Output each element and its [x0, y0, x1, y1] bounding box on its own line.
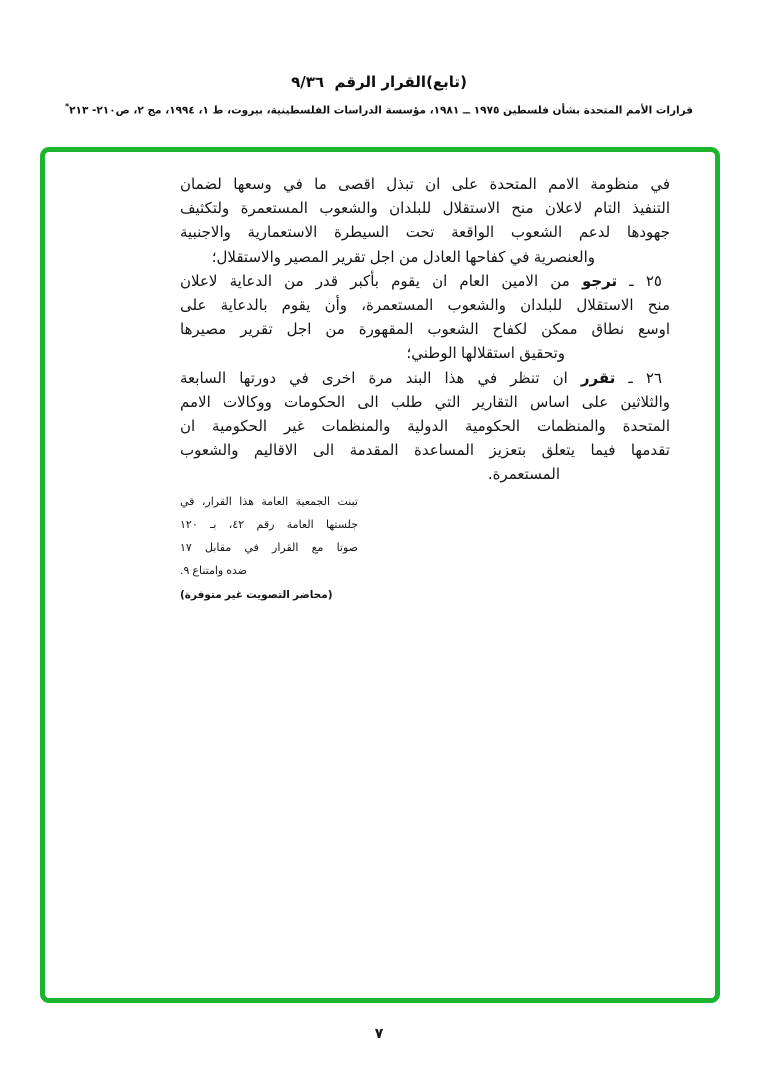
- text-line: منح الاستقلال للبلدان والشعوب المستعمرة، وأن يقوم بالدعاية على: [180, 295, 670, 314]
- text-line: ٢٦ ـ تقرر ان تنظر في هذا البند مرة اخرى في دورتها السابعة: [180, 368, 662, 387]
- text-line: تقدمها فيما يتعلق بتعزيز المساعدة المقدمة الى الاقاليم والشعوب: [180, 441, 670, 460]
- document-border-box: [40, 147, 720, 1003]
- adoption-note-line: تبنت الجمعية العامة هذا القرار، في: [180, 495, 358, 509]
- adoption-note-line: جلستها العامة رقم ٤٢، بـ ١٢٠: [180, 518, 358, 532]
- adoption-note-line: صوتا مع القرار في مقابل ١٧: [180, 541, 358, 555]
- source-citation-text: قرارات الأمم المتحدة بشأن فلسطين ١٩٧٥ ــ ١٩٨١، مؤسسة الدراسات الفلسطينية، بيروت، ط ١، ١٩٩٤، مج ٢، ص٢١٠- ٢١٣: [69, 104, 694, 117]
- text-line: التنفيذ التام لاعلان منح الاستقلال للبلدان والشعوب المستعمرة ولتكثيف: [180, 199, 670, 218]
- text-line: ٢٥ ـ ترجو من الامين العام ان يقوم بأكبر قدر من الدعاية لاعلان: [180, 271, 662, 290]
- adoption-note: [180, 490, 358, 605]
- resolution-title: (تابع)القرار الرقم ٩/٣٦: [291, 73, 467, 91]
- page-number: ٧: [374, 1026, 384, 1042]
- text-line: المستعمرة.: [487, 465, 560, 484]
- resolution-text: [45, 152, 715, 605]
- text-line: والعنصرية في كفاحها العادل من اجل تقرير المصير والاستقلال؛: [211, 247, 595, 266]
- source-citation-line: [0, 102, 758, 117]
- text-line: وتحقيق استقلالها الوطني؛: [406, 344, 565, 363]
- footnote-mark: *: [64, 102, 70, 111]
- adoption-note-line: ضده وامتناع ٩.: [180, 564, 248, 578]
- text-line: اوسع نطاق ممكن لكفاح الشعوب المقهورة من اجل تقرير مصيرها: [180, 320, 670, 339]
- text-line: والثلاثين على اساس التقارير التي طلب الى الحكومات ووكالات الامم: [180, 392, 670, 411]
- voting-records-caption: (محاضر التصويت غير متوفرة): [180, 589, 333, 602]
- text-line: في منظومة الامم المتحدة على ان تبذل اقصى ما في وسعها لضمان: [180, 175, 670, 193]
- text-line: المتحدة والمنظمات الحكومية الدولية والمنظمات غير الحكومية ان: [180, 416, 670, 435]
- text-line: جهودها لدعم الشعوب الواقعة تحت السيطرة الاستعمارية والاجنبية: [180, 223, 670, 242]
